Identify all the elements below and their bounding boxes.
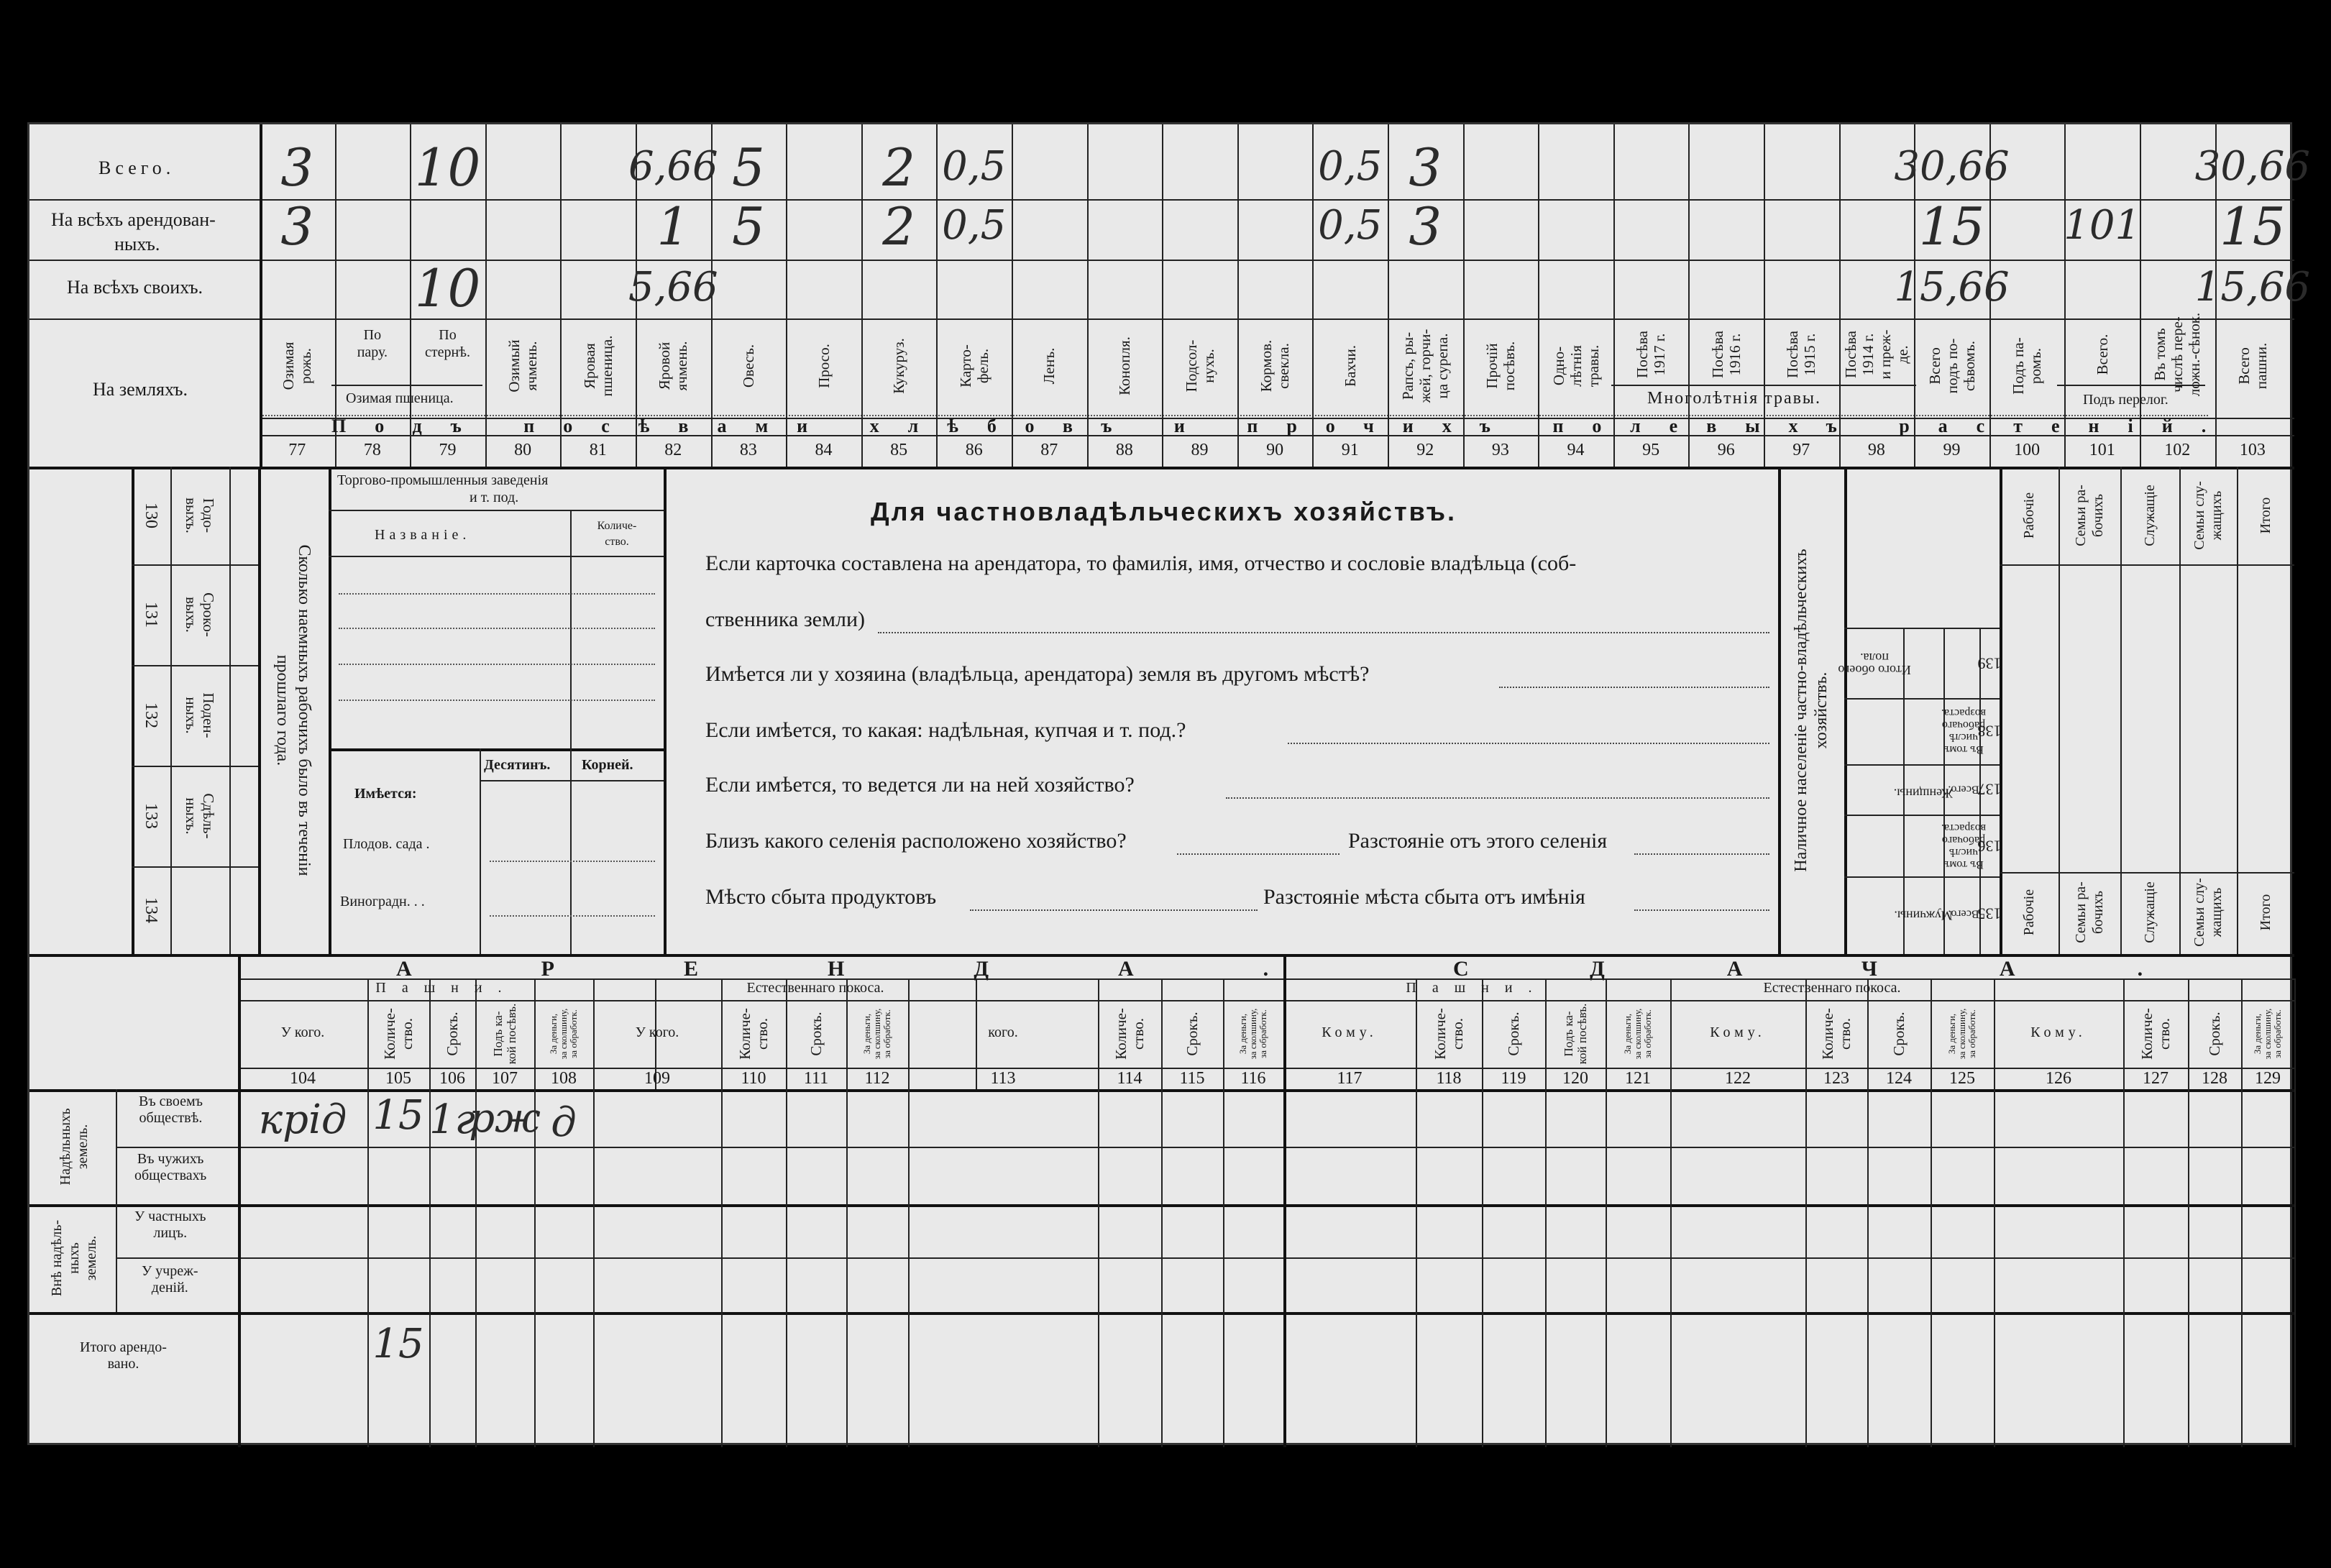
crop-header-c102: Въ томъ числѣ пере- ложн.-сѣнок. xyxy=(2151,312,2204,397)
crop-header-c85: Кукуруз. xyxy=(890,338,908,394)
lease-header-term: За деньги, за сколшину, за обработк. xyxy=(1622,1008,1653,1060)
lease-col-number: 126 xyxy=(2046,1069,2071,1088)
lease-col-number: 120 xyxy=(1562,1069,1588,1088)
handwritten-value: 0,5 xyxy=(1318,143,1383,190)
handwritten-value: 30,66 xyxy=(2194,143,2311,190)
crop-num: 79 xyxy=(439,441,457,459)
private-q4: Если имѣется, то ведется ли на ней хозяйство? xyxy=(705,773,1135,797)
handwritten-lease-value: 15 xyxy=(372,1321,424,1367)
lease-col-number: 106 xyxy=(439,1069,465,1088)
lease-col-number: 105 xyxy=(385,1069,411,1088)
crop-num: 89 xyxy=(1191,441,1209,459)
arenda-title: АРЕНДА. xyxy=(396,957,1398,981)
row-other-society: Въ чужихъ обществахъ xyxy=(134,1151,207,1183)
private-q3: Если имѣется, то какая: надѣльная, купчая и т. под.? xyxy=(705,718,1186,742)
trade-qty-header-b: ство. xyxy=(605,536,629,548)
handwritten-value: 3 xyxy=(280,137,314,198)
crop-header-c86: Карто- фель. xyxy=(956,344,992,388)
handwritten-value: 1 xyxy=(656,196,690,257)
has-label: Имѣется: xyxy=(354,786,417,802)
crop-num: 103 xyxy=(2239,441,2266,459)
handwritten-value: 5,66 xyxy=(628,264,718,311)
crop-header-c81: Яровая пшеница. xyxy=(580,335,615,397)
lease-col-number: 115 xyxy=(1179,1069,1205,1088)
trade-name-header: Названіе. xyxy=(375,527,471,543)
worker-row-number: 130 xyxy=(142,503,160,528)
crop-header-c88: Конопля. xyxy=(1115,336,1133,395)
lease-col-number: 110 xyxy=(741,1069,766,1088)
lease-col-number: 119 xyxy=(1501,1069,1526,1088)
crop-num: 78 xyxy=(363,441,381,459)
lease-header-who: У кого. xyxy=(280,1024,325,1040)
row-label-own: На всѣхъ своихъ. xyxy=(67,277,203,298)
crop-header-c78-b: пару. xyxy=(357,344,388,360)
crop-num: 87 xyxy=(1040,441,1058,459)
lease-header-qty: Количе- ство. xyxy=(1819,1008,1854,1060)
staff-header: Служащіе xyxy=(2142,485,2158,546)
lease-header-srok: Срокъ. xyxy=(807,1012,825,1056)
sdacha-pokos: Естественнаго покоса. xyxy=(1763,980,1901,996)
private-q6b: Разстояніе мѣста сбыта отъ имѣнія xyxy=(1263,885,1585,909)
lease-col-number: 122 xyxy=(1725,1069,1751,1088)
private-q5b: Разстояніе отъ этого селенія xyxy=(1348,829,1608,853)
pop-row-number: 139 xyxy=(1977,654,2002,673)
handwritten-lease-value: д xyxy=(551,1099,577,1146)
handwritten-value: 0,5 xyxy=(942,202,1007,249)
lease-col-number: 127 xyxy=(2143,1069,2169,1088)
handwritten-lease-value: 1г xyxy=(429,1096,475,1143)
crop-header-c95: Посѣва 1917 г. xyxy=(1634,331,1669,378)
desyatin-header: Десятинъ. xyxy=(484,757,551,773)
vne-nadel-group: Внѣ надѣль- ныхъ земель. xyxy=(49,1219,99,1297)
crop-num: 97 xyxy=(1792,441,1810,459)
row-label-total: Всего. xyxy=(99,157,175,178)
lease-header-komu: Кому. xyxy=(1322,1024,1378,1040)
row-private-persons: У частныхъ лицъ. xyxy=(134,1209,206,1241)
crop-num: 82 xyxy=(664,441,682,459)
staff-header-bottom: Итого xyxy=(2258,894,2273,931)
lease-header-srok: Срокъ. xyxy=(1890,1012,1908,1056)
lease-header-term: За деньги, за сколшину, за обработк. xyxy=(861,1008,892,1060)
crop-num: 85 xyxy=(890,441,908,459)
row-institutions: У учреж- деній. xyxy=(142,1263,198,1296)
crop-header-c87: Ленъ. xyxy=(1040,347,1058,385)
crop-num: 101 xyxy=(2089,441,2115,459)
lease-col-number: 108 xyxy=(551,1069,577,1088)
lease-col-number: 107 xyxy=(492,1069,518,1088)
crop-num: 80 xyxy=(514,441,532,459)
lease-header-who2: кого. xyxy=(988,1024,1018,1040)
crop-header-c103: Всего пашни. xyxy=(2235,342,2270,390)
crop-header-c78: По xyxy=(363,327,382,343)
lease-header-term: За деньги, за сколшину, за обработк. xyxy=(1946,1008,1977,1060)
crop-num: 94 xyxy=(1567,441,1585,459)
worker-row-number: 132 xyxy=(142,702,160,728)
crop-num: 90 xyxy=(1266,441,1284,459)
lease-col-number: 113 xyxy=(990,1069,1016,1088)
handwritten-value: 3 xyxy=(1409,196,1442,257)
handwritten-value: 15 xyxy=(1918,196,1985,257)
crop-header-c93: Прочій посѣвъ. xyxy=(1483,341,1518,391)
lease-col-number: 109 xyxy=(644,1069,670,1088)
crop-header-c90: Кормов. свекла. xyxy=(1258,339,1293,393)
staff-header: Семьи ра- бочихъ xyxy=(2073,485,2106,546)
lease-col-number: 125 xyxy=(1949,1069,1975,1088)
staff-header: Рабочіе xyxy=(2021,492,2037,539)
lease-header-komu: Кому. xyxy=(1710,1024,1766,1040)
lease-header-srok: Срокъ. xyxy=(1183,1012,1201,1056)
crop-num: 95 xyxy=(1642,441,1660,459)
staff-header: Семьи слу- жащихъ xyxy=(2192,481,2225,550)
crop-num: 81 xyxy=(589,441,607,459)
korney-header: Корней. xyxy=(582,757,633,773)
crop-num: 84 xyxy=(815,441,833,459)
wheat-group-label: Озимая пшеница. xyxy=(346,390,454,406)
crop-header-c94: Одно- лѣтнія травы. xyxy=(1549,344,1602,388)
sdacha-pashni: Пашни. xyxy=(1406,980,1548,996)
staff-header-bottom: Семьи слу- жащихъ xyxy=(2192,878,2225,947)
handwritten-value: 5 xyxy=(731,196,765,257)
handwritten-value: 30,66 xyxy=(1894,143,2010,190)
lease-header-term: За деньги, за сколшину, за обработк. xyxy=(1237,1008,1268,1060)
handwritten-value: 0,5 xyxy=(1318,202,1383,249)
row-total-leased: Итого арендо- вано. xyxy=(80,1339,167,1372)
worker-row-number: 133 xyxy=(142,803,160,829)
pop-men: Мужчины. xyxy=(1894,908,1953,923)
pop-row-number: 138 xyxy=(1977,722,2002,741)
crop-num: 91 xyxy=(1341,441,1359,459)
staff-header-bottom: Рабочіе xyxy=(2021,889,2037,936)
arenda-pashni: Пашни. xyxy=(375,980,518,996)
crop-header-c82: Яровой ячмень. xyxy=(656,341,691,391)
lease-col-number: 118 xyxy=(1436,1069,1462,1088)
crop-num: 86 xyxy=(965,441,983,459)
private-q1-cont: ственника земли) xyxy=(705,608,865,631)
crop-header-c89: Подсол- нухъ. xyxy=(1182,339,1217,393)
crop-header-c98: Посѣва 1914 г. и преж- де. xyxy=(1841,329,1911,380)
lease-header-posev: Подъ ка- кой посѣвъ. xyxy=(1562,1003,1589,1065)
row-label-leased-b: ныхъ. xyxy=(114,234,160,255)
hired-workers-question: Сколько наемныхъ рабочихъ было въ теченіи прошлаго года. xyxy=(273,544,313,876)
handwritten-value: 2 xyxy=(882,196,915,257)
crop-num: 98 xyxy=(1867,441,1885,459)
handwritten-value: 10 xyxy=(414,258,481,318)
lease-col-number: 116 xyxy=(1240,1069,1266,1088)
crop-num: 88 xyxy=(1115,441,1133,459)
lease-header-who: У кого. xyxy=(635,1024,679,1040)
fallow-group-label: Подъ перелог. xyxy=(2083,392,2169,408)
lease-col-number: 112 xyxy=(864,1069,890,1088)
perennial-group-label: Многолѣтнія травы. xyxy=(1647,389,1822,408)
lease-col-number: 121 xyxy=(1625,1069,1651,1088)
staff-header-bottom: Семьи ра- бочихъ xyxy=(2073,881,2106,943)
crop-header-c79-b: стернѣ. xyxy=(424,344,471,360)
handwritten-lease-value: крід xyxy=(258,1096,347,1143)
lease-col-number: 129 xyxy=(2255,1069,2281,1088)
worker-row-label: Сдѣль- ныхъ. xyxy=(183,793,217,839)
lease-header-qty: Количе- ство. xyxy=(1112,1008,1147,1060)
vineyard-label: Виноградн. . . xyxy=(340,894,425,909)
trade-title: Торгово-промышленныя заведенія xyxy=(337,472,549,488)
crop-header-c101: Всего. xyxy=(2093,334,2111,375)
lease-header-srok: Срокъ. xyxy=(2206,1012,2223,1056)
population-title: Наличное населеніе частно-владѣльческихъ хозяйствъ. xyxy=(1792,549,1831,872)
lease-header-qty: Количе- ство. xyxy=(1432,1008,1466,1060)
pop-women-work: Въ томъ числѣ рабочаго возраста. xyxy=(1941,707,1987,756)
pop-men-work: Въ томъ числѣ рабочаго возраста. xyxy=(1941,822,1987,871)
handwritten-value: 10 xyxy=(414,137,481,198)
lease-header-term: За деньги, за сколшину, за обработк. xyxy=(548,1008,579,1060)
worker-row-label: Сроко- выхъ. xyxy=(183,592,217,637)
crop-num: 83 xyxy=(739,441,757,459)
handwritten-lease-value: рж xyxy=(469,1095,541,1142)
handwritten-value: 15,66 xyxy=(1894,264,2010,311)
handwritten-value: 3 xyxy=(280,196,314,257)
handwritten-value: 2 xyxy=(882,137,915,198)
crop-header-c99: Всего подъ по- сѣвомъ. xyxy=(1925,338,1978,394)
crop-band-title: Подъ посѣвами хлѣбовъ и прочихъ полевыхъ растеній. xyxy=(331,416,2235,436)
crop-header-c91: Бахчи. xyxy=(1341,345,1359,387)
crop-num: 96 xyxy=(1717,441,1735,459)
handwritten-value: 0,5 xyxy=(942,143,1007,190)
handwritten-lease-value: 15 xyxy=(372,1092,424,1139)
sdacha-title: СДАЧА. xyxy=(1453,957,2266,981)
lease-header-srok: Срокъ. xyxy=(444,1012,461,1056)
crop-num: 93 xyxy=(1491,441,1509,459)
lease-header-srok: Срокъ. xyxy=(1505,1012,1522,1056)
worker-row-number: 131 xyxy=(142,602,160,628)
nadel-group: Надѣльныхъ земель. xyxy=(58,1108,91,1186)
handwritten-value: 15,66 xyxy=(2194,264,2311,311)
private-q1: Если карточка составлена на арендатора, то фамилія, имя, отчество и сословіе владѣльца (соб- xyxy=(705,551,1577,575)
lease-col-number: 128 xyxy=(2202,1069,2227,1088)
pop-women: Женщины. xyxy=(1893,786,1954,801)
trade-qty-header: Количе- xyxy=(597,520,637,532)
lease-header-qty: Количе- ство. xyxy=(2138,1008,2173,1060)
private-q5: Близъ какого селенія расположено хозяйство? xyxy=(705,829,1127,853)
private-q6: Мѣсто сбыта продуктовъ xyxy=(705,885,937,909)
census-card xyxy=(27,122,2311,1445)
orchard-label: Плодов. сада . xyxy=(343,836,430,852)
pop-row-number: 137 xyxy=(1977,780,2002,799)
worker-row-label: Годо- выхъ. xyxy=(183,498,217,533)
pop-row-number: 136 xyxy=(1977,837,2002,856)
crop-header-c84: Просо. xyxy=(815,344,833,388)
lease-col-number: 117 xyxy=(1337,1069,1363,1088)
crop-header-c97: Посѣва 1915 г. xyxy=(1784,331,1819,378)
lease-col-number: 123 xyxy=(1823,1069,1849,1088)
pop-row-number: 135 xyxy=(1977,904,2002,923)
crop-header-c80: Озимый ячмень. xyxy=(505,339,541,393)
crop-header-c79: По xyxy=(439,327,457,343)
handwritten-value: 6,66 xyxy=(628,143,718,190)
crop-num: 99 xyxy=(1943,441,1961,459)
private-q2: Имѣется ли у хозяина (владѣльца, арендатора) земля въ другомъ мѣстѣ? xyxy=(705,662,1370,686)
pop-total-both: Итого обоего пола. xyxy=(1838,651,1911,677)
handwritten-value: 15 xyxy=(2220,196,2286,257)
lease-col-number: 104 xyxy=(290,1069,316,1088)
crop-num: 92 xyxy=(1416,441,1434,459)
crop-num: 102 xyxy=(2164,441,2191,459)
crop-header-c83: Овесъ. xyxy=(739,344,757,388)
pop-women-total: Всего. xyxy=(1948,783,1979,796)
lease-col-number: 111 xyxy=(803,1069,829,1088)
crop-header-c77: Озимая рожь. xyxy=(280,341,315,390)
row-label-lands: На земляхъ. xyxy=(93,379,188,400)
handwritten-value: 5 xyxy=(731,137,765,198)
arenda-pokos: Естественнаго покоса. xyxy=(746,980,884,996)
handwritten-value: 101 xyxy=(2064,202,2141,249)
lease-col-number: 114 xyxy=(1117,1069,1142,1088)
lease-header-qty: Количе- ство. xyxy=(736,1008,771,1060)
crop-header-c100: Подъ па- ромъ. xyxy=(2010,337,2045,395)
lease-header-qty: Количе- ство. xyxy=(381,1008,416,1060)
crop-header-c96: Посѣва 1916 г. xyxy=(1708,331,1744,378)
worker-row-number: 134 xyxy=(142,897,160,923)
pop-men-total: Всего. xyxy=(1948,907,1979,920)
crop-num: 77 xyxy=(288,441,306,459)
staff-header: Итого xyxy=(2258,497,2273,534)
row-label-leased: На всѣхъ арендован- xyxy=(51,209,216,230)
lease-header-komu: Кому. xyxy=(2030,1024,2087,1040)
crop-num: 100 xyxy=(2014,441,2041,459)
lease-col-number: 124 xyxy=(1886,1069,1912,1088)
staff-header-bottom: Служащіе xyxy=(2142,881,2158,943)
lease-header-posev: Подъ ка- кой посѣвъ. xyxy=(491,1003,518,1065)
row-own-society: Въ своемъ обществѣ. xyxy=(139,1094,203,1126)
crop-header-c92: Рапсъ, ры- жей, горчи- ца сурепа. xyxy=(1399,329,1452,403)
trade-title-b: и т. под. xyxy=(470,490,519,505)
worker-row-label: Поден- ныхъ. xyxy=(183,692,217,738)
handwritten-value: 3 xyxy=(1409,137,1442,198)
lease-header-term: За деньги, за сколшину, за обработк. xyxy=(2252,1008,2283,1060)
private-title: Для частновладѣльческихъ хозяйствъ. xyxy=(871,497,1457,526)
